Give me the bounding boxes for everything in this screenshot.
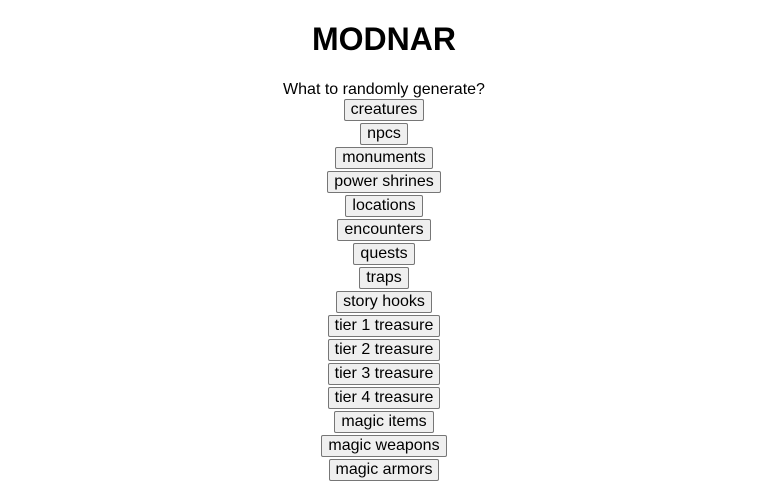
npcs-button[interactable]: npcs [360,123,408,145]
creatures-button[interactable]: creatures [344,99,425,121]
tier-3-treasure-button[interactable]: tier 3 treasure [328,363,441,385]
traps-button[interactable]: traps [359,267,409,289]
story-hooks-button[interactable]: story hooks [336,291,432,313]
magic-armors-button[interactable]: magic armors [329,459,440,481]
magic-items-button[interactable]: magic items [334,411,433,433]
generator-button-list [0,99,768,483]
tier-1-treasure-button[interactable]: tier 1 treasure [328,315,441,337]
encounters-button[interactable]: encounters [337,219,430,241]
magic-weapons-button[interactable]: magic weapons [321,435,446,457]
page-title: MODNAR [312,21,456,57]
locations-button[interactable]: locations [345,195,422,217]
generate-prompt: What to randomly generate? [283,81,485,98]
tier-2-treasure-button[interactable]: tier 2 treasure [328,339,441,361]
monuments-button[interactable]: monuments [335,147,433,169]
tier-4-treasure-button[interactable]: tier 4 treasure [328,387,441,409]
page [0,21,768,483]
quests-button[interactable]: quests [353,243,414,265]
power-shrines-button[interactable]: power shrines [327,171,441,193]
